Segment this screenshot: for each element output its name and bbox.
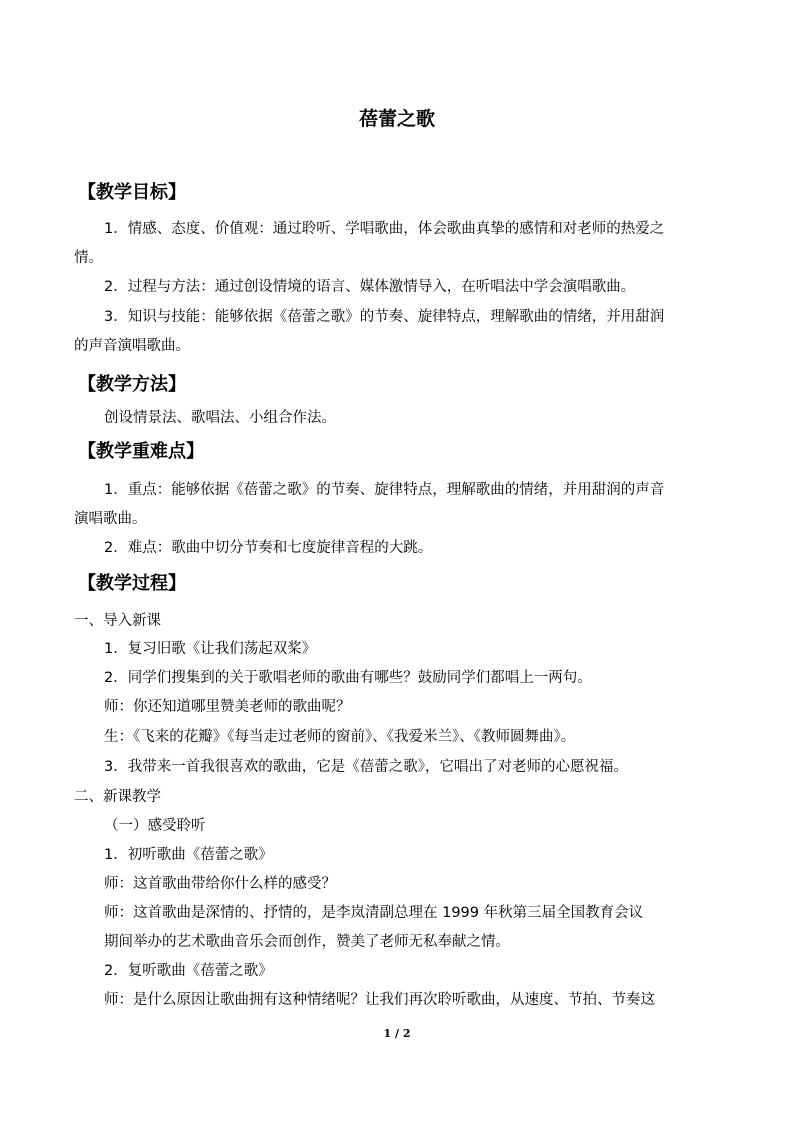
key-point-item-2: 2．难点：歌曲中切分节奏和七度旋律音程的大跳。 (104, 540, 433, 556)
document-title: 蓓蕾之歌 (358, 108, 435, 130)
heading-objectives: 【教学目标】 (78, 182, 186, 203)
section-2-teacher-question-2: 师：是什么原因让歌曲拥有这种情绪呢？让我们再次聆听歌曲，从速度、节拍、节奏这 (104, 992, 655, 1008)
objective-item-1-cont: 情。 (74, 250, 103, 266)
section-2-title: 二、新课教学 (74, 789, 161, 805)
section-1-item-1: 1．复习旧歌《让我们荡起双桨》 (104, 641, 317, 657)
section-1-student-answer: 生：《飞来的花瓣》《每当走过老师的窗前》、《我爱米兰》、《教师圆舞曲》。 (104, 729, 576, 745)
section-2-item-2: 2．复听歌曲《蓓蕾之歌》 (104, 963, 273, 979)
section-2-teacher-answer-1-cont: 期间举办的艺术歌曲音乐会而创作，赞美了老师无私奉献之情。 (104, 934, 510, 950)
section-1-item-2: 2．同学们搜集到的关于歌唱老师的歌曲有哪些？鼓励同学们都唱上一两句。 (104, 670, 592, 686)
heading-process: 【教学过程】 (78, 573, 186, 594)
section-2-teacher-answer-1: 师：这首歌曲是深情的、抒情的，是李岚清副总理在 1999 年秋第三届全国教育会议 (104, 905, 644, 921)
objective-item-2: 2．过程与方法：通过创设情境的语言、媒体激情导入，在听唱法中学会演唱歌曲。 (104, 279, 636, 295)
objective-item-1: 1．情感、态度、价值观：通过聆听、学唱歌曲，体会歌曲真挚的感情和对老师的热爱之 (104, 221, 665, 237)
heading-methods: 【教学方法】 (78, 374, 186, 395)
key-point-item-1-cont: 演唱歌曲。 (74, 511, 147, 527)
page-number: 1 / 2 (383, 1027, 411, 1040)
section-2-subtitle-1: （一）感受聆听 (104, 818, 206, 834)
heading-key-points: 【教学重难点】 (78, 441, 204, 462)
methods-text: 创设情景法、歌唱法、小组合作法。 (104, 410, 336, 426)
section-1-title: 一、导入新课 (74, 613, 161, 629)
section-1-item-3: 3．我带来一首我很喜欢的歌曲，它是《蓓蕾之歌》，它唱出了对老师的心愿祝福。 (104, 759, 628, 775)
section-2-teacher-question-1: 师：这首歌曲带给你什么样的感受？ (104, 876, 336, 892)
section-1-teacher-question: 师：你还知道哪里赞美老师的歌曲呢？ (104, 699, 351, 715)
key-point-item-1: 1．重点：能够依据《蓓蕾之歌》的节奏、旋律特点，理解歌曲的情绪，并用甜润的声音 (104, 482, 665, 498)
objective-item-3-cont: 的声音演唱歌曲。 (74, 338, 190, 354)
section-2-item-1: 1．初听歌曲《蓓蕾之歌》 (104, 847, 273, 863)
objective-item-3: 3．知识与技能：能够依据《蓓蕾之歌》的节奏、旋律特点，理解歌曲的情绪，并用甜润 (104, 309, 665, 325)
